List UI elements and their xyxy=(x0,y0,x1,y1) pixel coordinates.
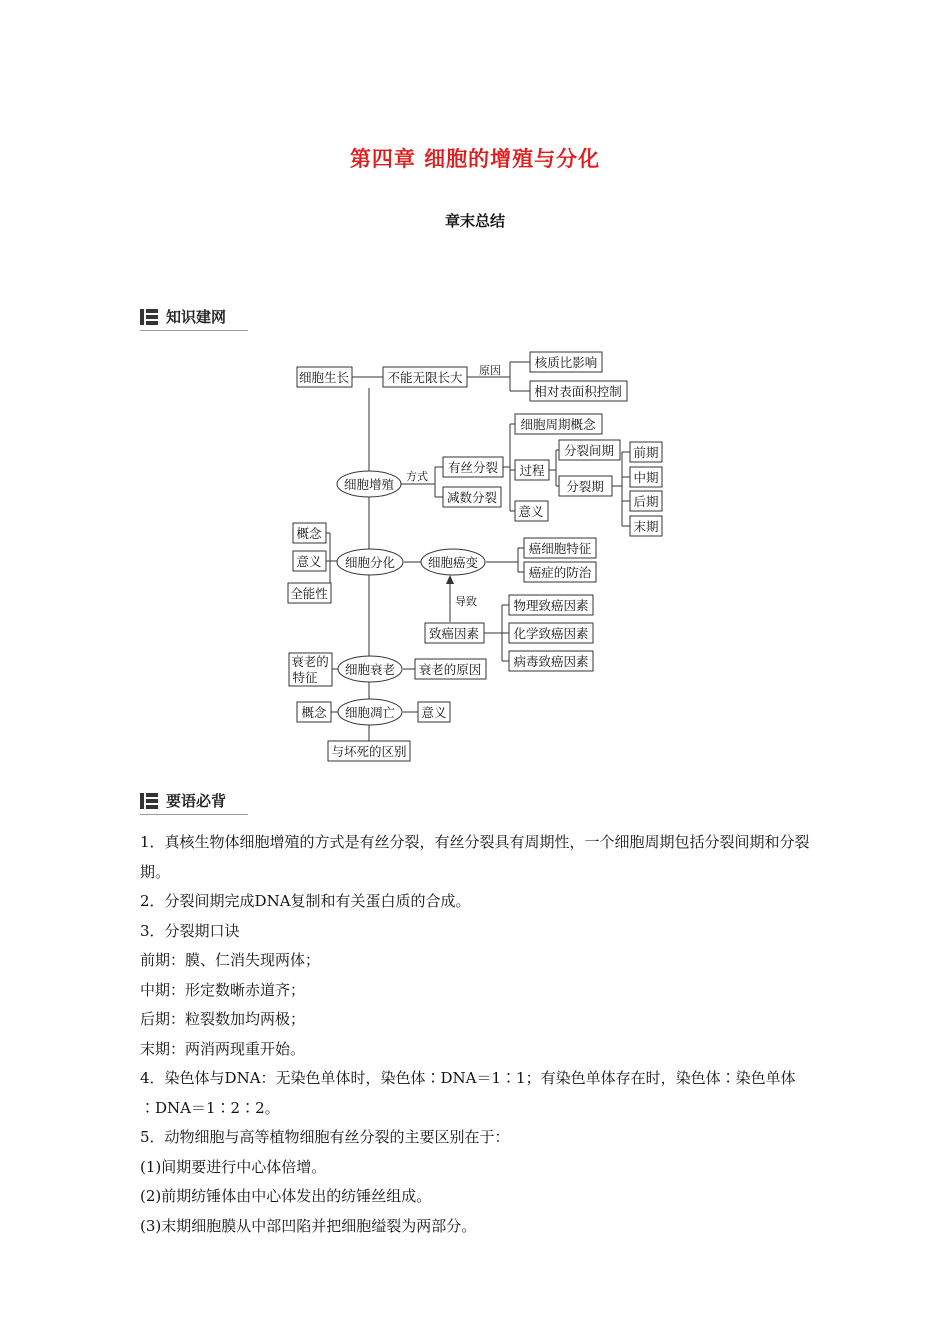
svg-text:中期: 中期 xyxy=(633,470,659,485)
node-interphase xyxy=(559,440,620,460)
key-point-paragraph: (2)前期纺锤体由中心体发出的纺锤丝组成。 xyxy=(140,1187,432,1205)
svg-text:化学致癌因素: 化学致癌因素 xyxy=(513,626,589,641)
node-apoptosis xyxy=(338,699,402,725)
node-metaphase xyxy=(630,467,662,487)
section-bars-icon xyxy=(140,793,158,809)
node-cell-growth xyxy=(297,367,352,387)
key-point-paragraph: 5．动物细胞与高等植物细胞有丝分裂的主要区别在于： xyxy=(140,1128,510,1146)
chapter-subtitle: 章末总结 xyxy=(444,212,505,230)
key-point-paragraph: 前期：膜、仁消失现两体； xyxy=(140,951,321,969)
node-apoptosis-concept xyxy=(297,702,331,722)
key-point-paragraph: 中期：形定数晰赤道齐； xyxy=(140,980,306,999)
svg-text:意义: 意义 xyxy=(518,504,544,519)
node-proliferation xyxy=(337,471,401,497)
svg-text:分裂间期: 分裂间期 xyxy=(563,443,615,458)
svg-text:过程: 过程 xyxy=(519,463,545,478)
key-point-paragraph: 4．染色体与DNA：无染色单体时，染色体∶DNA＝1∶1；有染色单体存在时，染色体∶染色单体∶DNA＝1∶2∶2。 xyxy=(140,1069,796,1117)
svg-text:细胞衰老: 细胞衰老 xyxy=(344,662,396,677)
svg-text:全能性: 全能性 xyxy=(290,586,328,601)
node-cannot-grow xyxy=(383,367,467,387)
svg-text:意义: 意义 xyxy=(421,705,447,720)
node-differentiation xyxy=(337,549,403,575)
svg-text:核质比影响: 核质比影响 xyxy=(534,355,598,370)
svg-text:有丝分裂: 有丝分裂 xyxy=(447,460,499,475)
svg-text:相对表面积控制: 相对表面积控制 xyxy=(534,384,622,399)
node-anaphase xyxy=(630,491,662,511)
label-leads-to: 导致 xyxy=(455,595,477,608)
node-cancer xyxy=(421,549,485,575)
node-vs-necrosis xyxy=(328,741,410,761)
svg-text:与坏死的区别: 与坏死的区别 xyxy=(331,744,407,759)
node-nucleus-ratio xyxy=(530,352,602,372)
chapter-title: 第四章 细胞的增殖与分化 xyxy=(349,147,601,171)
key-point-paragraph: 2．分裂间期完成DNA复制和有关蛋白质的合成。 xyxy=(140,892,471,910)
node-diff-significance xyxy=(293,551,326,571)
node-prophase xyxy=(630,442,662,462)
node-mitosis xyxy=(443,457,503,477)
svg-text:细胞凋亡: 细胞凋亡 xyxy=(344,705,396,720)
svg-text:特征: 特征 xyxy=(292,670,318,685)
node-totipotency xyxy=(288,583,331,603)
svg-text:衰老的原因: 衰老的原因 xyxy=(418,662,482,677)
key-points-list xyxy=(140,828,810,1241)
svg-text:不能无限长大: 不能无限长大 xyxy=(387,370,463,385)
svg-text:概念: 概念 xyxy=(296,526,322,541)
svg-text:衰老的: 衰老的 xyxy=(291,654,329,669)
key-point-paragraph: 3．分裂期口诀 xyxy=(140,921,240,940)
node-telophase xyxy=(630,516,662,536)
node-chemical-carcinogens xyxy=(509,623,593,643)
node-apoptosis-significance xyxy=(418,702,450,722)
svg-text:物理致癌因素: 物理致癌因素 xyxy=(513,598,589,613)
node-aging-cause xyxy=(415,659,486,679)
key-point-paragraph: (3)末期细胞膜从中部凹陷并把细胞缢裂为两部分。 xyxy=(140,1216,477,1235)
label-mode: 方式 xyxy=(406,470,428,483)
svg-text:前期: 前期 xyxy=(633,445,659,460)
node-surface-volume xyxy=(530,381,627,401)
svg-text:细胞增殖: 细胞增殖 xyxy=(343,477,395,492)
key-point-paragraph: 末期：两消两现重开始。 xyxy=(140,1039,306,1058)
node-carcinogens xyxy=(425,623,484,643)
key-point-paragraph: (1)间期要进行中心体倍增。 xyxy=(140,1157,327,1176)
svg-text:分裂期: 分裂期 xyxy=(566,479,604,494)
node-cancer-features xyxy=(524,538,596,558)
node-physical-carcinogens xyxy=(509,595,593,615)
node-meiosis xyxy=(443,487,501,507)
svg-text:末期: 末期 xyxy=(633,519,659,534)
node-viral-carcinogens xyxy=(509,651,593,671)
node-cycle-concept xyxy=(515,414,602,434)
key-point-paragraph: 后期：粒裂数加均两极； xyxy=(140,1010,306,1028)
node-aging-features xyxy=(289,653,332,686)
node-diff-concept xyxy=(293,523,326,543)
node-mitosis-significance xyxy=(515,501,548,521)
label-reason: 原因 xyxy=(479,364,501,377)
section-header-key-points xyxy=(140,790,248,815)
svg-text:细胞分化: 细胞分化 xyxy=(344,555,396,570)
node-aging xyxy=(338,656,402,682)
svg-text:细胞生长: 细胞生长 xyxy=(298,370,350,385)
node-cancer-prevention xyxy=(524,562,596,582)
svg-text:致癌因素: 致癌因素 xyxy=(428,626,480,641)
svg-text:减数分裂: 减数分裂 xyxy=(446,490,498,505)
svg-text:癌症的防治: 癌症的防治 xyxy=(528,565,592,580)
node-division-phase xyxy=(559,476,612,496)
svg-text:病毒致癌因素: 病毒致癌因素 xyxy=(513,654,589,669)
node-process xyxy=(515,460,549,480)
svg-text:癌细胞特征: 癌细胞特征 xyxy=(528,541,592,556)
svg-text:细胞癌变: 细胞癌变 xyxy=(427,555,479,570)
svg-text:概念: 概念 xyxy=(301,705,327,720)
section-title: 要语必背 xyxy=(166,792,227,810)
svg-text:后期: 后期 xyxy=(633,494,659,509)
svg-text:意义: 意义 xyxy=(296,554,322,569)
svg-text:细胞周期概念: 细胞周期概念 xyxy=(520,417,596,432)
section-title: 知识建网 xyxy=(166,308,227,326)
key-point-paragraph: 1．真核生物体细胞增殖的方式是有丝分裂，有丝分裂具有周期性，一个细胞周期包括分裂间期和分裂期。 xyxy=(140,833,810,881)
